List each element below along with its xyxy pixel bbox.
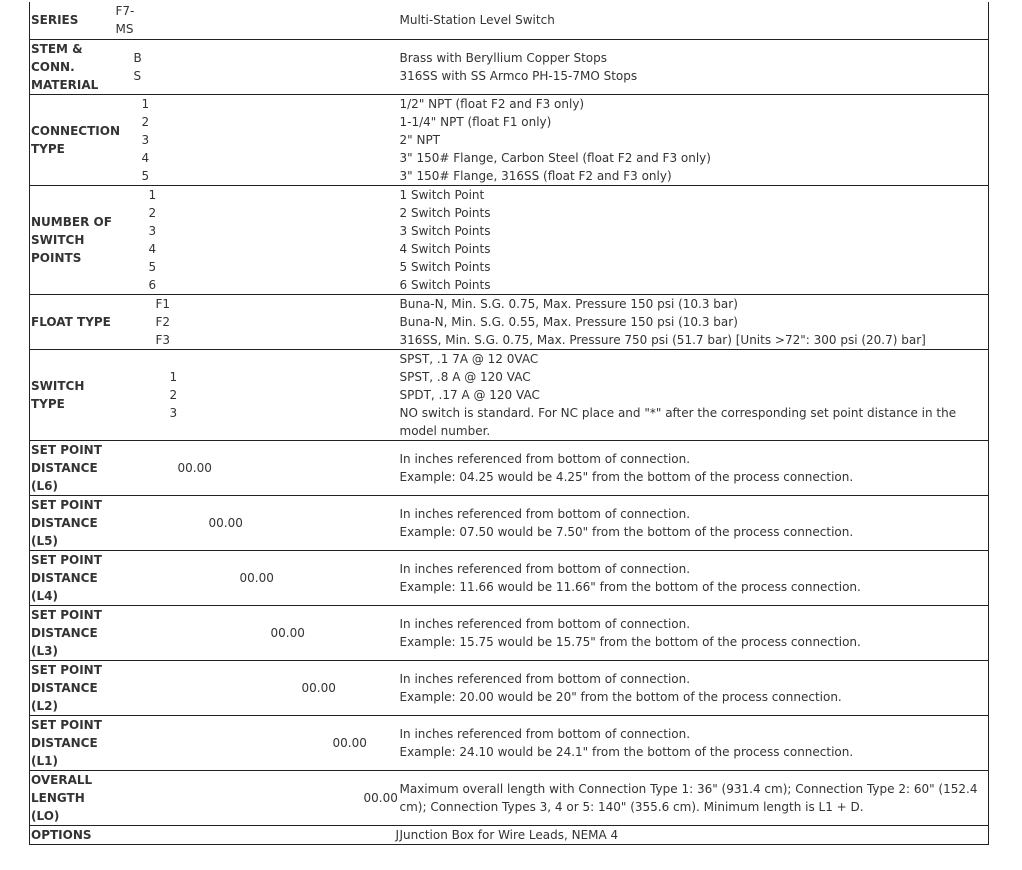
row-label: SET POINT DISTANCE (L1) — [30, 715, 114, 770]
option-description: Maximum overall length with Connection Type 1: 36" (931.4 cm); Connection Type 2: 60" (152.4 cm); Connection Types 3, 4 or 5: 140" (355.6 cm). Minimum length is L1 + D. — [399, 781, 978, 814]
config-row — [30, 715, 989, 770]
option-code: 6 — [148, 277, 157, 292]
option-description: In inches referenced from bottom of connection. — [399, 451, 691, 466]
option-description: NO switch is standard. For NC place and "*" after the corresponding set point distance in the model number. — [399, 405, 957, 438]
row-label: OPTIONS — [30, 825, 114, 844]
row-label: SET POINT DISTANCE (L3) — [30, 605, 114, 660]
row-codes — [114, 440, 399, 495]
row-label: SET POINT DISTANCE (L6) — [30, 440, 114, 495]
option-description: Junction Box for Wire Leads, NEMA 4 — [399, 827, 619, 842]
option-code: 3 — [141, 132, 150, 147]
option-code: F7- — [115, 4, 135, 19]
config-row — [30, 2, 989, 39]
row-label: SET POINT DISTANCE (L2) — [30, 660, 114, 715]
option-code: B — [133, 50, 142, 65]
option-description: Buna-N, Min. S.G. 0.55, Max. Pressure 150 psi (10.3 bar) — [399, 314, 738, 329]
row-codes — [114, 294, 399, 349]
option-code: 00.00 — [270, 625, 305, 640]
option-description: 3 Switch Points — [399, 223, 491, 238]
row-codes — [114, 2, 399, 39]
row-codes — [114, 349, 399, 440]
option-description: SPST, .1 7A @ 12 0VAC — [399, 351, 539, 366]
option-code: 1 — [148, 187, 157, 202]
option-description: In inches referenced from bottom of connection. — [399, 671, 691, 686]
row-label: SET POINT DISTANCE (L5) — [30, 495, 114, 550]
config-row — [30, 605, 989, 660]
option-description: 5 Switch Points — [399, 259, 491, 274]
config-row — [30, 825, 989, 844]
option-code: 00.00 — [363, 790, 398, 805]
option-description: 1/2" NPT (float F2 and F3 only) — [399, 96, 585, 111]
option-description: Example: 15.75 would be 15.75" from the bottom of the process connection. — [399, 634, 861, 649]
row-descriptions — [399, 660, 989, 715]
option-code: 1 — [141, 96, 150, 111]
option-description: Example: 24.10 would be 24.1" from the bottom of the process connection. — [399, 744, 854, 759]
row-label: CONNECTION TYPE — [30, 94, 114, 185]
row-descriptions — [399, 825, 989, 844]
option-description: 6 Switch Points — [399, 277, 491, 292]
row-codes — [114, 185, 399, 294]
row-codes — [114, 715, 399, 770]
config-row — [30, 770, 989, 825]
row-codes — [114, 495, 399, 550]
row-descriptions — [399, 94, 989, 185]
option-code: 2 — [169, 387, 178, 402]
option-description: 3" 150# Flange, Carbon Steel (float F2 and F3 only) — [399, 150, 711, 165]
config-row — [30, 39, 989, 94]
option-description: Buna-N, Min. S.G. 0.75, Max. Pressure 150 psi (10.3 bar) — [399, 296, 738, 311]
row-codes — [114, 660, 399, 715]
option-description: 1 Switch Point — [399, 187, 485, 202]
row-codes — [114, 550, 399, 605]
option-code: F1 — [155, 296, 171, 311]
option-code: 5 — [141, 168, 150, 183]
row-descriptions — [399, 185, 989, 294]
option-code: F3 — [155, 332, 171, 347]
option-code: 4 — [141, 150, 150, 165]
option-description: 316SS, Min. S.G. 0.75, Max. Pressure 750 psi (51.7 bar) [Units >72": 300 psi (20.7) bar] — [399, 332, 926, 347]
option-description: Example: 07.50 would be 7.50" from the bottom of the process connection. — [399, 524, 854, 539]
option-description: In inches referenced from bottom of connection. — [399, 506, 691, 521]
row-descriptions — [399, 349, 989, 440]
row-descriptions — [399, 770, 989, 825]
option-code: 00.00 — [301, 680, 336, 695]
row-codes — [114, 39, 399, 94]
row-label: OVERALL LENGTH (LO) — [30, 770, 114, 825]
config-row — [30, 185, 989, 294]
option-code: 1 — [169, 369, 178, 384]
config-row — [30, 550, 989, 605]
option-code: 3 — [169, 405, 178, 420]
row-descriptions — [399, 495, 989, 550]
option-description: SPST, .8 A @ 120 VAC — [399, 369, 531, 384]
option-description: 316SS with SS Armco PH-15-7MO Stops — [399, 68, 638, 83]
row-codes — [114, 605, 399, 660]
option-code: 00.00 — [177, 460, 212, 475]
option-description: 2" NPT — [399, 132, 441, 147]
option-description: Brass with Beryllium Copper Stops — [399, 50, 607, 65]
option-code: 2 — [141, 114, 150, 129]
row-descriptions — [399, 550, 989, 605]
option-description: Example: 11.66 would be 11.66" from the bottom of the process connection. — [399, 579, 861, 594]
row-codes — [114, 825, 399, 844]
row-descriptions — [399, 715, 989, 770]
row-label: STEM & CONN. MATERIAL — [30, 39, 114, 94]
row-label: SERIES — [30, 2, 114, 39]
option-description: Multi-Station Level Switch — [399, 13, 555, 28]
option-code: 00.00 — [332, 735, 367, 750]
config-row — [30, 349, 989, 440]
config-row — [30, 294, 989, 349]
option-code: 00.00 — [208, 515, 243, 530]
option-code: 4 — [148, 241, 157, 256]
row-label: FLOAT TYPE — [30, 294, 114, 349]
row-label: NUMBER OF SWITCH POINTS — [30, 185, 114, 294]
row-descriptions — [399, 440, 989, 495]
option-code: J — [395, 827, 400, 842]
option-description: Example: 20.00 would be 20" from the bottom of the process connection. — [399, 689, 842, 704]
option-description: In inches referenced from bottom of connection. — [399, 726, 691, 741]
option-code: MS — [115, 22, 134, 37]
option-description: 1-1/4" NPT (float F1 only) — [399, 114, 552, 129]
option-code: 5 — [148, 259, 157, 274]
option-description: 3" 150# Flange, 316SS (float F2 and F3 only) — [399, 168, 672, 183]
option-description: SPDT, .17 A @ 120 VAC — [399, 387, 540, 402]
option-code: S — [133, 68, 142, 83]
option-code: 2 — [148, 205, 157, 220]
option-description: In inches referenced from bottom of connection. — [399, 561, 691, 576]
option-description: 2 Switch Points — [399, 205, 491, 220]
option-description: Example: 04.25 would be 4.25" from the bottom of the process connection. — [399, 469, 854, 484]
option-code: F2 — [155, 314, 171, 329]
option-description: 4 Switch Points — [399, 241, 491, 256]
row-label: SET POINT DISTANCE (L4) — [30, 550, 114, 605]
option-code: 00.00 — [239, 570, 274, 585]
option-description: In inches referenced from bottom of connection. — [399, 616, 691, 631]
row-codes — [114, 770, 399, 825]
option-code: 3 — [148, 223, 157, 238]
row-codes — [114, 94, 399, 185]
config-row — [30, 660, 989, 715]
row-descriptions — [399, 2, 989, 39]
config-row — [30, 440, 989, 495]
row-descriptions — [399, 294, 989, 349]
row-descriptions — [399, 39, 989, 94]
config-row — [30, 495, 989, 550]
config-row — [30, 94, 989, 185]
row-descriptions — [399, 605, 989, 660]
model-configuration-table — [29, 2, 989, 845]
row-label: SWITCH TYPE — [30, 349, 114, 440]
